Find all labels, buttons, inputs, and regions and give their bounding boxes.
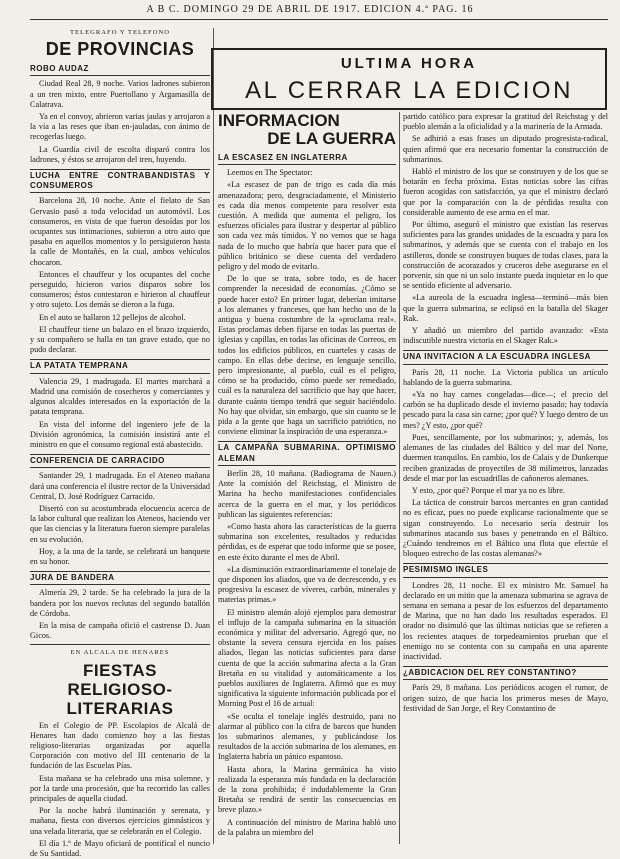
head-patata-temprana: LA PATATA TEMPRANA xyxy=(30,359,210,373)
paragraph: Hasta ahora, la Marina germánica ha visto realizada la esperanza más fundada en la declaración de la zona prohibida; é indudablemente la Gran Bretaña se rendirá de sentir las consecuencias en breve plazo.» xyxy=(218,764,396,815)
head-pesimismo-ingles: PESIMISMO INGLES xyxy=(403,563,608,577)
title-de-provincias: DE PROVINCIAS xyxy=(45,39,195,60)
paragraph: En el Colegio de PP. Escolapios de Alcalá de Henares han dado comienzo hoy a las fiestas religioso-literarias organizadas por aquella Corporación con motivo del III centenario de la fundación de las Escuelas Pías. xyxy=(30,720,210,771)
paragraph: «Se oculta el tonelaje inglés destruido, para no alarmar al público con la cifra de barcos que hunden los submarinos alemanes, y publicándose los resultados de la acción submarina de los alemanes, en Inglaterra habría un pánico espantoso. xyxy=(218,711,396,762)
paragraph: Barcelona 28, 10 noche. Ante el fielato de San Gervasio pasó a toda velocidad un automóvil. Los consumeros, en vista de que fueron desoídas por los ocupantes sus intimaciones, subieron a otro auto que pasaba en aquellos momentos y lo persiguieron hasta la calle de Montañés, en la cual, ambos vehículos chocaron. xyxy=(30,196,210,267)
separator xyxy=(30,644,210,645)
paragraph: París 29, 8 mañana. Los periódicos acogen el rumor, de origen suizo, de que hacia los primeros meses de Mayo, festividad de San Jorge, el Rey Constantino de xyxy=(403,683,608,713)
ultima-hora-box xyxy=(211,48,607,110)
paragraph: El día 1.º de Mayo oficiará de pontifical el nuncio de Su Santidad. xyxy=(30,838,210,858)
head-conferencia-carracido: CONFERENCIA DE CARRACIDO xyxy=(30,454,210,468)
paragraph: partido católico para expresar la gratitud del Reichstag y del pueblo alemán a la oficialidad y a la marinería de la Armada. xyxy=(403,112,608,132)
head-abdicacion: ¿ABDICACION DEL REY CONSTANTINO? xyxy=(403,666,608,680)
paragraph: «La aureola de la escuadra inglesa—terminó—más bien que la guerra submarina, se eclipsó en la batalla del Skager Rak. xyxy=(403,293,608,323)
paragraph: Por último, aseguró el ministro que existían las reservas suficientes para las grandes unidades de la escuadra y para los submarinos, y además que se cuenta con el trabajo en los astilleros, donde se construyen buques de todas clases, para la construcción de acorazados y cruceros debe asegurarse en el porvenir, sin que ni un solo instante pueda inquietar en lo que se sentido eficiente al adversario. xyxy=(403,220,608,291)
paragraph: Se adhirió a esas frases un diputado progresista-radical, quien afirmó que era necesario fomentar la construcción de submarinos. xyxy=(403,134,608,164)
paragraph: Ya en el convoy, abrieron varias jaulas y arrojaron a la vía a las reses que iban en-jauladas, con ánimo de recogerlas luego. xyxy=(30,112,210,142)
paragraph: En el auto se hallaron 12 pellejos de alcohol. xyxy=(39,312,186,322)
paragraph: Esta mañana se ha celebrado una misa solemne, y por la tarde una procesión, que ha recorrido las calles principales de aquella ciudad. xyxy=(30,773,210,803)
paragraph: En la misa de campaña ofició el castrense D. Juan Gicos. xyxy=(30,620,210,641)
head-robo-audaz: ROBO AUDAZ xyxy=(30,63,210,76)
column-provincias xyxy=(30,28,210,858)
paragraph: La Guardia civil de escolta disparó contra los ladrones, y éstos se arrojaron del tren, huyendo. xyxy=(30,144,210,164)
ultima-hora-title: ULTIMA HORA xyxy=(340,55,478,72)
title-informacion: INFORMACION xyxy=(218,111,340,130)
paragraph: En vista del informe del ingeniero jefe de la División agronómica, la comisión insistirá ante el ministro en que el consumo regional está abastecido. xyxy=(30,419,210,449)
paragraph: De lo que se trata, sobre todo, es de hacer comprender la necesidad de economías. ¿Cómo se puede hacer esto? En primer lugar, deberían imitarse a los alemanes y franceses, que han hecho uso de la antigua y buena costumbre de la «proclama real». Estas proclamas deben fijarse en todas las puertas de iglesias y capillas, en todas las oficinas de Correos, en todos los edificios públicos, en cuarteles y casas de campo. En ellas debe decirse, en lenguaje sencillo, pero impresionante, al pueblo, cuál es el peligro, cómo se ha producido, cómo puede ser remediado, cuál es la naturaleza del sacrificio que hay que hacer, durante cuánto tiempo tendrá que seguir haciéndolo. No hay que olvidar, sin embargo, que sin cuanto se le pida a la gente que haga un sacrificio patriótico, no conviene eliminar la inspiración de una esperanza.» xyxy=(218,274,396,437)
paragraph: Leemos en The Spectator: xyxy=(227,168,313,178)
paragraph: París 28, 11 noche. La Victoria publica un artículo hablando de la guerra submarina. xyxy=(403,367,608,387)
paragraph: Almería 29, 2 tarde. Se ha celebrado la jura de la bandera por los nuevos reclutas del segundo batallón de Córdoba. xyxy=(30,588,210,618)
head-escasez: LA ESCASEZ EN INGLATERRA xyxy=(218,152,396,165)
paragraph: Pues, sencillamente, por los submarinos; y, además, los alemanes de las ciudades del Báltico y del mar del Norte, duermen tranquilos. En cambio, los de Calais y de Dunkerque reciben granizadas de proyectiles de 38 milímetros, lanzadas desde el mar por las escuadrillas de cañoneros alemanes. xyxy=(403,432,608,483)
paragraph: »La disminución extraordinariamente el tonelaje de que disponen los aliados, que va de decrescendo, y es progresiva la escasez de víveres, carbón, minerales y materias primas.» xyxy=(218,564,396,605)
paragraph: Berlín 28, 10 mañana. (Radiograma de Nauen.) Ante la comisión del Reichstag, el Ministro de Marina ha hecho manifestaciones confidenciales acerca de la guerra en el mar, y los periódicos publican las siguientes referencias: xyxy=(218,468,396,519)
column-continuacion xyxy=(403,112,608,844)
running-head: A B C. DOMINGO 29 DE ABRIL DE 1917. EDICION 4.ª PAG. 16 xyxy=(146,4,474,15)
paragraph: Valencia 29, 1 madrugada. El martes marchará a Madrid una comisión de cosecheros y comerciantes y algunos alcaldes interesados en la exportación de la patata temprana. xyxy=(30,376,210,417)
paragraph: «Como hasta ahora las características de la guerra submarina son excelentes, resultados y reducidas pérdidas, es de esperar que todo informe que se posee, en este éxito durante el mes de Abril. xyxy=(218,521,397,562)
paragraph: Disertó con su acostumbrada elocuencia acerca de la labor cultural que realizan los Ateneos, haciendo ver que las ciencias y la literatura fueron siempre paralelas en su evolución. xyxy=(30,503,210,544)
paragraph: El ministro alemán alojó ejemplos para demostrar el influjo de la campaña submarina en la situación económica y militar del adversario. Agregó que, no obstante la severa censura ejercida en los países aliados, llegan las noticias suficientes para darse cuenta de que la acción submarina afecta a la Gran Bretaña en su vitalidad y automáticamente a los pueblos auxiliares de Inglaterra. Afirmó que es muy significativa la siguiente información publicada por el Morning Post el 16 de actual: xyxy=(218,607,396,709)
kicker-alcala: EN ALCALA DE HENARES xyxy=(70,649,170,657)
title-de-la-guerra: DE LA GUERRA xyxy=(267,129,396,148)
head-campana-submarina: LA CAMPAÑA SUBMARINA. OPTIMISMO ALEMAN xyxy=(218,441,396,465)
paragraph: Ciudad Real 28, 9 noche. Varios ladrones subieron a un tren mixto, entre Puertollano y Argamasilla de Calatrava. xyxy=(30,79,210,109)
title-fiestas: FIESTAS RELIGIOSO-LITERARIAS xyxy=(66,660,174,718)
paragraph: A continuación del ministro de Marina habló uno de la palabra un miembro del xyxy=(218,817,396,837)
paragraph: Habló el ministro de los que se construyen y de los que se botarán en fecha próxima. Estas noticias sobre las cifras fueron acogidas con satisfacción, ya que el ministro declaró que por la comparación con la de pérdidas resulta con considerable aumento de ese arma en el mar. xyxy=(403,167,608,217)
column-guerra xyxy=(218,112,396,844)
paragraph: Entonces el chauffeur y los ocupantes del coche perseguido, hicieron varios disparos sobre los consumeros; éstos contestaron e hirieron al chauffeur y otro sujeto. Los demás se dieron a la fuga. xyxy=(30,269,210,310)
al-cerrar-title: AL CERRAR LA EDICION xyxy=(245,77,573,104)
paragraph: Y añadió un miembro del partido avanzado: «Esta indiscutible nuestra victoria en el Skager Rak.» xyxy=(403,326,608,346)
head-jura-bandera: JURA DE BANDERA xyxy=(30,571,210,585)
kicker-telegrafo: TELEGRAFO Y TELEFONO xyxy=(70,29,170,36)
paragraph: Por la noche habrá iluminación y serenata, y mañana, fiesta con diversos ejercicios gimnásticos y una velada literaria, que se celebrarán en el Colegio. xyxy=(30,806,210,836)
paragraph: Santander 29, 1 madrugada. En el Ateneo mañana dará una conferencia el ilustre rector de la Universidad Central, D. José Rodríguez Carracido. xyxy=(30,471,210,501)
paragraph: La táctica de construir barcos mercantes en gran cantidad no es eficaz, pues no puede explicarse racionalmente que se sigan construyendo. Lo necesario sería destruir los submarinos atacando sus bases y penetrando en el Báltico. ¿Cuándo tendremos en el Báltico una flota que efectúe el bloqueo estrecho de las costas alemanas?» xyxy=(403,498,608,559)
top-rule xyxy=(30,19,608,20)
column-rule-2 xyxy=(399,112,400,844)
head-invitacion-escuadra: UNA INVITACION A LA ESCUADRA INGLESA xyxy=(403,350,608,364)
paragraph: El chauffeur tiene un balazo en el brazo izquierdo, y su compañero se halla en tan grave estado, que no pudo declarar. xyxy=(30,324,210,355)
paragraph: «Ya no hay carnes congeladas—dice—; el precio del carbón se ha duplicado desde el invierno pasado; hay todavía pescado para la casa sin carne; ¿por qué? Y luego dentro de un mes? ¿Y esto, ¿por qué? xyxy=(403,390,608,430)
column-rule-1 xyxy=(213,28,214,844)
head-contrabandistas: LUCHA ENTRE CONTRABANDISTAS Y CONSUMEROS xyxy=(30,169,210,193)
paragraph: Hoy, a la una de la tarde, se celebrará un banquete en su honor. xyxy=(30,546,210,566)
paragraph: Y esto, ¿por qué? Porque el mar ya no es libre. xyxy=(412,485,565,495)
paragraph: Londres 28, 11 noche. El ex ministro Mr. Samuel ha declarado en un mitin que la amenaza submarina se agrava de semana en semana a pesar de los esfuerzos del departamento de Marina, que no han dado los resultados esperados. El orador no disimuló que las últimas noticias que se refieren a los recientes ataques de torpedeamientos prueban que el enemigo no se contenta con su campaña en una aparente inactividad. xyxy=(403,580,608,661)
paragraph: «La escasez de pan de trigo es cada día más amenazadora; pero, desgraciadamente, el Ministerio es cada día menos competente para resolver esta cuestión. A medida que aumenta el peligro, los esfuerzos oficiales para ilustrar y despertar al público son cada vez más tímidos. Y no vemos que se haga nada de lo mucho que habría que hacer para que el público británico se diese cuenta del verdadero peligro y del modo de evitarlo. xyxy=(218,180,396,272)
